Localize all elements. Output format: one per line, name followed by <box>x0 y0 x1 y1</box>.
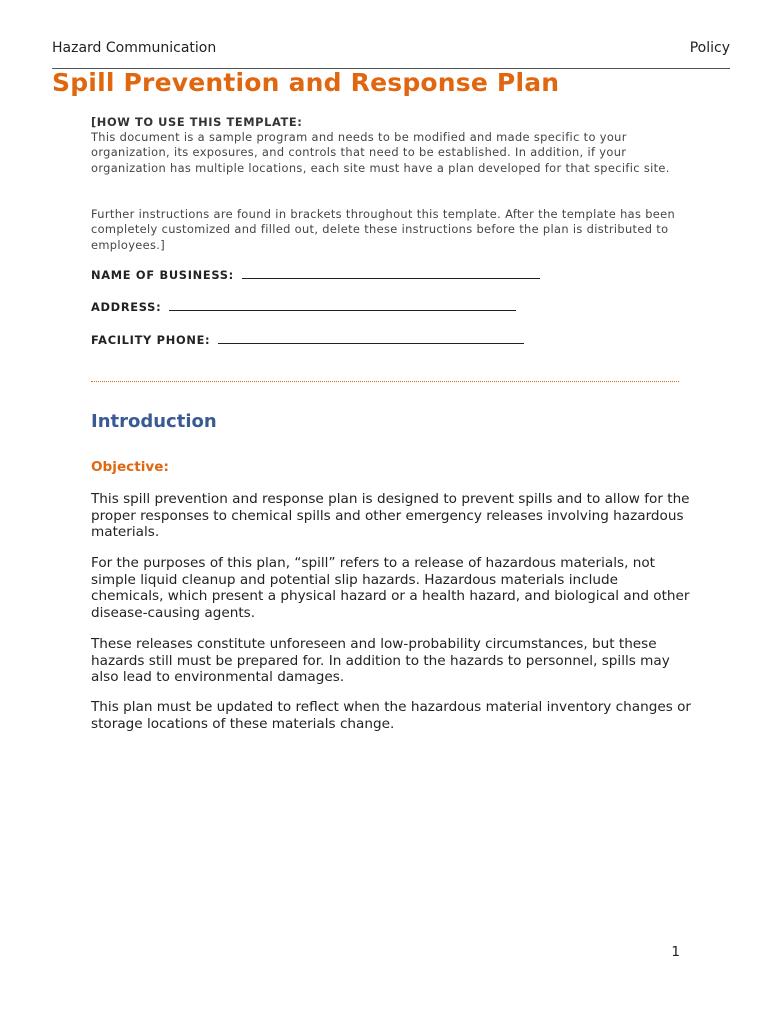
document-title: Spill Prevention and Response Plan <box>52 68 560 97</box>
page-header <box>52 40 730 69</box>
business-name-field <box>91 268 540 282</box>
business-name-label: NAME OF BUSINESS: <box>91 268 234 282</box>
objective-heading: Objective: <box>91 459 169 475</box>
facility-phone-field <box>91 333 524 347</box>
instructions-paragraph-1: This document is a sample program and needs to be modified and made specific to your organization, its exposures, and controls that need to be established. In addition, if your organization has multiple locations, each site must have a plan developed for that specific site. <box>91 130 670 175</box>
address-field <box>91 300 516 314</box>
facility-phone-blank-line[interactable] <box>218 333 524 344</box>
address-blank-line[interactable] <box>169 300 516 311</box>
intro-paragraph-1: This spill prevention and response plan is designed to prevent spills and to allow for the proper responses to chemical spills and other emergency releases involving hazardous materials. <box>91 491 690 541</box>
facility-phone-label: FACILITY PHONE: <box>91 333 211 347</box>
page-number: 1 <box>671 944 680 960</box>
introduction-heading: Introduction <box>91 411 217 432</box>
instructions-paragraph-2: Further instructions are found in brackets throughout this template. After the template has been completely customized and filled out, delete these instructions before the plan is distributed to employees.] <box>91 207 676 252</box>
business-name-blank-line[interactable] <box>242 268 540 279</box>
section-divider <box>91 381 679 382</box>
intro-paragraph-2: For the purposes of this plan, “spill” refers to a release of hazardous materials, not simple liquid cleanup and potential slip hazards. Hazardous materials include chemicals, which present a physical hazard or a health hazard, and biological and other disease-causing agents. <box>91 555 690 621</box>
address-label: ADDRESS: <box>91 300 162 314</box>
header-doc-type: Policy <box>689 40 730 56</box>
instructions-heading: [HOW TO USE THIS TEMPLATE: <box>91 115 303 129</box>
intro-paragraph-4: This plan must be updated to reflect when the hazardous material inventory changes or storage locations of these materials change. <box>91 699 691 732</box>
header-section-name: Hazard Communication <box>52 40 217 56</box>
intro-paragraph-3: These releases constitute unforeseen and low-probability circumstances, but these hazards still must be prepared for. In addition to the hazards to personnel, spills may also lead to environmental damages. <box>91 636 670 686</box>
